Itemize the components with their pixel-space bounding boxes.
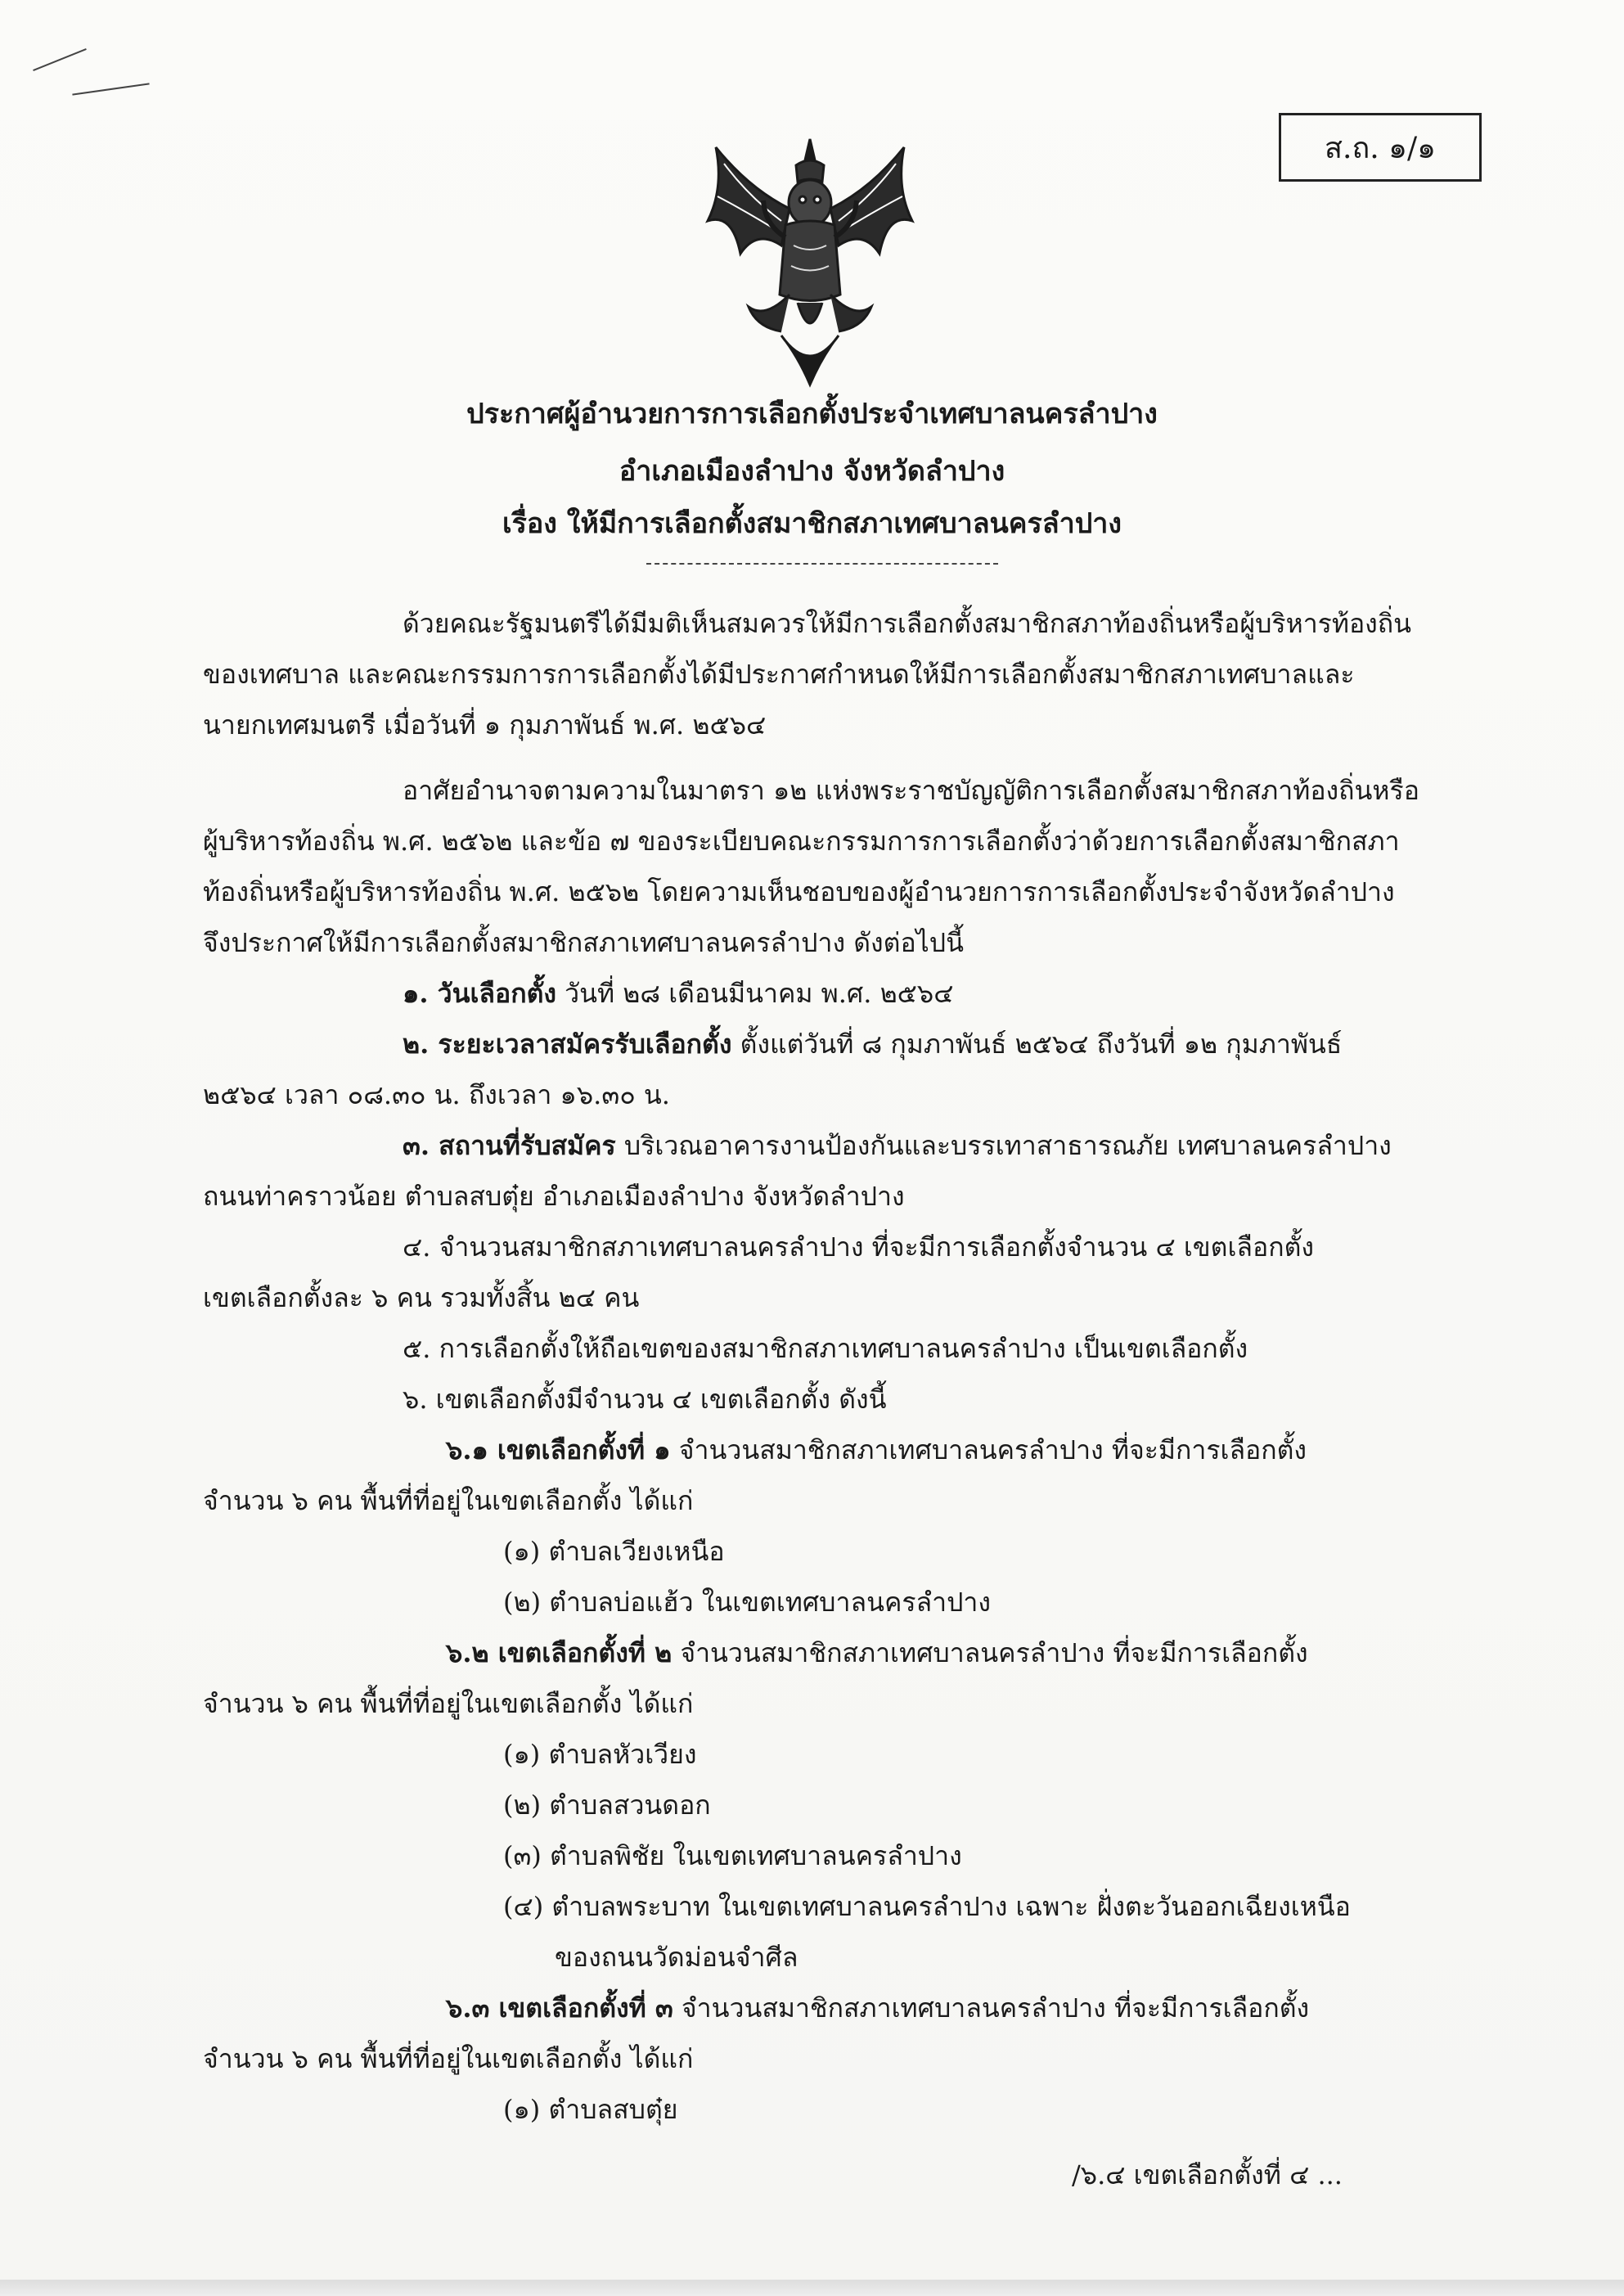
district-2-heading (446, 1637, 1308, 1668)
garuda-emblem-icon (700, 131, 920, 393)
paragraph-1-line-3: นายกเทศมนตรี เมื่อวันที่ ๑ กุมภาพันธ์ พ.ศ. ๒๕๖๔ (203, 709, 767, 741)
district-2-area-3: (๓) ตำบลพิชัย ในเขตเทศบาลนครลำปาง (503, 1840, 962, 1871)
form-code-box (1279, 113, 1482, 182)
district-1-heading (446, 1434, 1307, 1465)
item-6: ๖. เขตเลือกตั้งมีจำนวน ๔ เขตเลือกตั้ง ดังนี้ (403, 1384, 887, 1415)
form-code: ส.ถ. ๑/๑ (1325, 131, 1436, 165)
divider (646, 563, 998, 565)
item-2-text: ตั้งแต่วันที่ ๘ กุมภาพันธ์ ๒๕๖๔ ถึงวันที่ ๑๒ กุมภาพันธ์ (731, 1029, 1343, 1060)
district-2-area-1: (๑) ตำบลหัวเวียง (503, 1739, 697, 1770)
item-1-text: วันที่ ๒๘ เดือนมีนาคม พ.ศ. ๒๕๖๔ (556, 978, 954, 1009)
item-3 (403, 1132, 1392, 1159)
paragraph-2-line-4: จึงประกาศให้มีการเลือกตั้งสมาชิกสภาเทศบาลนครลำปาง ดังต่อไปนี้ (203, 927, 964, 958)
item-1-label: ๑. วันเลือกตั้ง (403, 978, 556, 1009)
district-2-label: ๖.๒ เขตเลือกตั้งที่ ๒ (446, 1637, 673, 1668)
paragraph-2-line-2: ผู้บริหารท้องถิ่น พ.ศ. ๒๕๖๒ และข้อ ๗ ของระเบียบคณะกรรมการการเลือกตั้งว่าด้วยการเลือกตั้งสมาชิกสภา (203, 826, 1400, 857)
item-3-label: ๓. สถานที่รับสมัคร (403, 1130, 616, 1161)
district-2-area-4: (๔) ตำบลพระบาท ในเขตเทศบาลนครลำปาง เฉพาะ ฝั่งตะวันออกเฉียงเหนือ (503, 1891, 1351, 1922)
item-2-line-2: ๒๕๖๔ เวลา ๐๘.๓๐ น. ถึงเวลา ๑๖.๓๐ น. (203, 1079, 670, 1110)
item-2-label: ๒. ระยะเวลาสมัครรับเลือกตั้ง (403, 1029, 732, 1060)
item-4: ๔. จำนวนสมาชิกสภาเทศบาลนครลำปาง ที่จะมีการเลือกตั้งจำนวน ๔ เขตเลือกตั้ง (403, 1231, 1314, 1263)
item-5: ๕. การเลือกตั้งให้ถือเขตของสมาชิกสภาเทศบาลนครลำปาง เป็นเขตเลือกตั้ง (403, 1333, 1248, 1364)
district-2-text: จำนวนสมาชิกสภาเทศบาลนครลำปาง ที่จะมีการเลือกตั้ง (672, 1637, 1308, 1668)
item-2 (403, 1029, 1343, 1060)
paragraph-2-line-1: อาศัยอำนาจตามความในมาตรา ๑๒ แห่งพระราชบัญญัติการเลือกตั้งสมาชิกสภาท้องถิ่นหรือ (403, 775, 1419, 806)
heading-line-2: อำเภอเมืองลำปาง จังหวัดลำปาง (619, 455, 1005, 488)
district-3-line-2: จำนวน ๖ คน พื้นที่ที่อยู่ในเขตเลือกตั้ง ได้แก่ (203, 2043, 694, 2074)
item-3-text: บริเวณอาคารงานป้องกันและบรรเทาสาธารณภัย เทศบาลนครลำปาง (615, 1130, 1392, 1161)
district-1-area-2: (๒) ตำบลบ่อแฮ้ว ในเขตเทศบาลนครลำปาง (503, 1587, 992, 1618)
item-3-line-2: ถนนท่าคราวน้อย ตำบลสบตุ๋ย อำเภอเมืองลำปาง จังหวัดลำปาง (203, 1181, 905, 1212)
item-1 (403, 978, 954, 1009)
district-2-area-2: (๒) ตำบลสวนดอก (503, 1790, 711, 1821)
paragraph-1-line-2: ของเทศบาล และคณะกรรมการการเลือกตั้งได้มีประกาศกำหนดให้มีการเลือกตั้งสมาชิกสภาเทศบาลและ (203, 659, 1355, 690)
page-continuation: /๖.๔ เขตเลือกตั้งที่ ๔ ... (1072, 2159, 1343, 2190)
district-3-heading (446, 1992, 1310, 2024)
paragraph-1-line-1: ด้วยคณะรัฐมนตรีได้มีมติเห็นสมควรให้มีการเลือกตั้งสมาชิกสภาท้องถิ่นหรือผู้บริหารท้องถิ่น (403, 608, 1412, 639)
item-4-line-2: เขตเลือกตั้งละ ๖ คน รวมทั้งสิ้น ๒๔ คน (203, 1282, 640, 1313)
district-1-text: จำนวนสมาชิกสภาเทศบาลนครลำปาง ที่จะมีการเลือกตั้ง (670, 1434, 1307, 1465)
district-1-area-1: (๑) ตำบลเวียงเหนือ (503, 1536, 725, 1567)
district-3-text: จำนวนสมาชิกสภาเทศบาลนครลำปาง ที่จะมีการเลือกตั้ง (673, 1992, 1310, 2024)
district-2-line-2: จำนวน ๖ คน พื้นที่ที่อยู่ในเขตเลือกตั้ง ได้แก่ (203, 1688, 694, 1719)
heading-line-1: ประกาศผู้อำนวยการการเลือกตั้งประจำเทศบาลนครลำปาง (466, 398, 1158, 430)
district-1-line-2: จำนวน ๖ คน พื้นที่ที่อยู่ในเขตเลือกตั้ง ได้แก่ (203, 1485, 694, 1516)
district-3-area-1: (๑) ตำบลสบตุ๋ย (503, 2094, 678, 2125)
paragraph-2-line-3: ท้องถิ่นหรือผู้บริหารท้องถิ่น พ.ศ. ๒๕๖๒ โดยความเห็นชอบของผู้อำนวยการการเลือกตั้งประจำจังหวัดลำปาง (203, 876, 1395, 907)
district-3-label: ๖.๓ เขตเลือกตั้งที่ ๓ (446, 1992, 673, 2024)
district-2-area-4-line-2: ของถนนวัดม่อนจำศีล (555, 1942, 799, 1973)
heading-title: เรื่อง ให้มีการเลือกตั้งสมาชิกสภาเทศบาลนครลำปาง (502, 507, 1122, 540)
district-1-label: ๖.๑ เขตเลือกตั้งที่ ๑ (446, 1434, 671, 1465)
page-bottom-edge (0, 2280, 1624, 2296)
